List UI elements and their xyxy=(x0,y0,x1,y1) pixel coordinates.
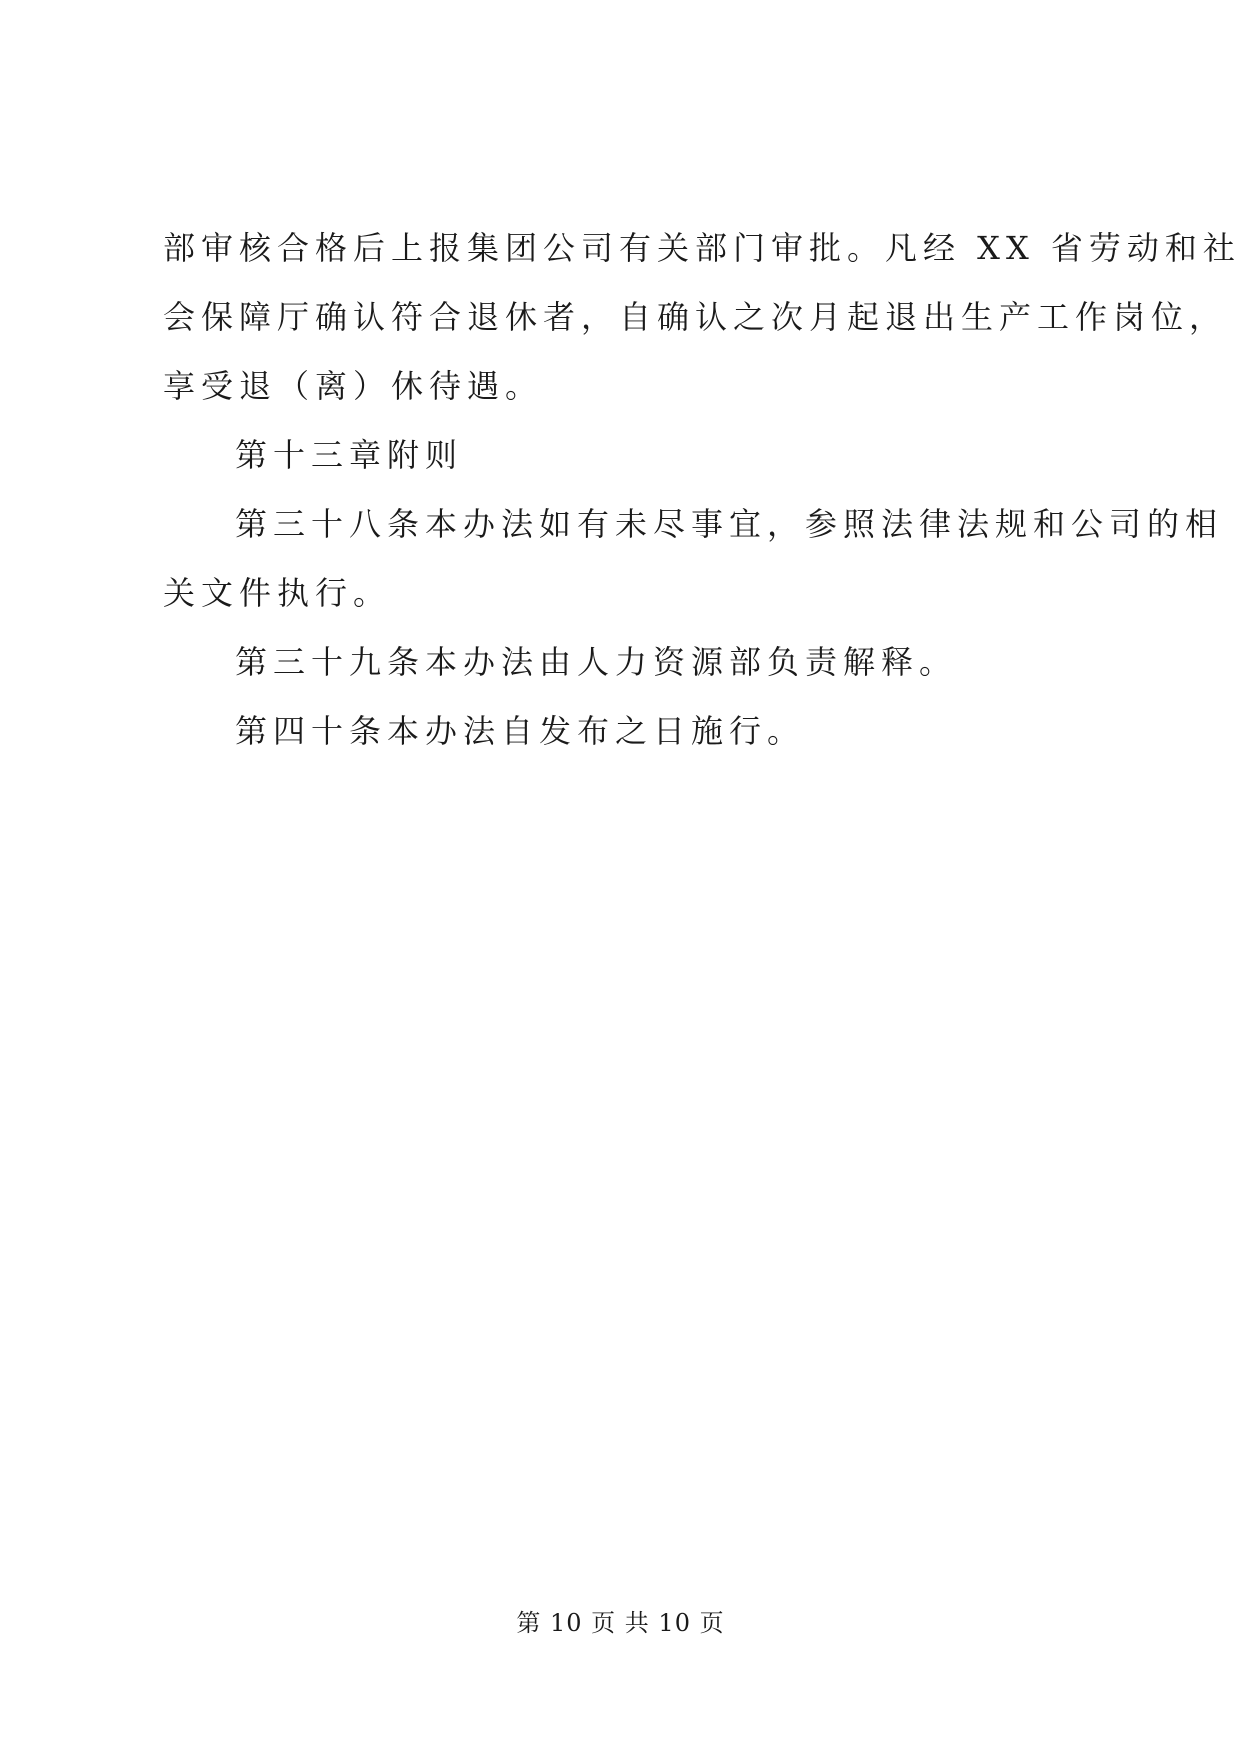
chapter-heading: 第十三章附则 xyxy=(235,436,464,474)
text-line: 关文件执行。 xyxy=(163,574,392,612)
page-footer: 第 10 页 共 10 页 xyxy=(516,1609,725,1637)
document-body xyxy=(163,229,1241,750)
text-line: 第四十条本办法自发布之日施行。 xyxy=(235,712,806,750)
text-line: 会保障厅确认符合退休者，自确认之次月起退出生产工作岗位， xyxy=(163,298,1228,336)
text-line: 部审核合格后上报集团公司有关部门审批。凡经 XX 省劳动和社 xyxy=(163,229,1241,267)
text-line: 第三十九条本办法由人力资源部负责解释。 xyxy=(235,643,958,681)
text-line: 享受退（离）休待遇。 xyxy=(163,367,544,405)
text-line: 第三十八条本办法如有未尽事宜，参照法律法规和公司的相 xyxy=(235,505,1224,543)
